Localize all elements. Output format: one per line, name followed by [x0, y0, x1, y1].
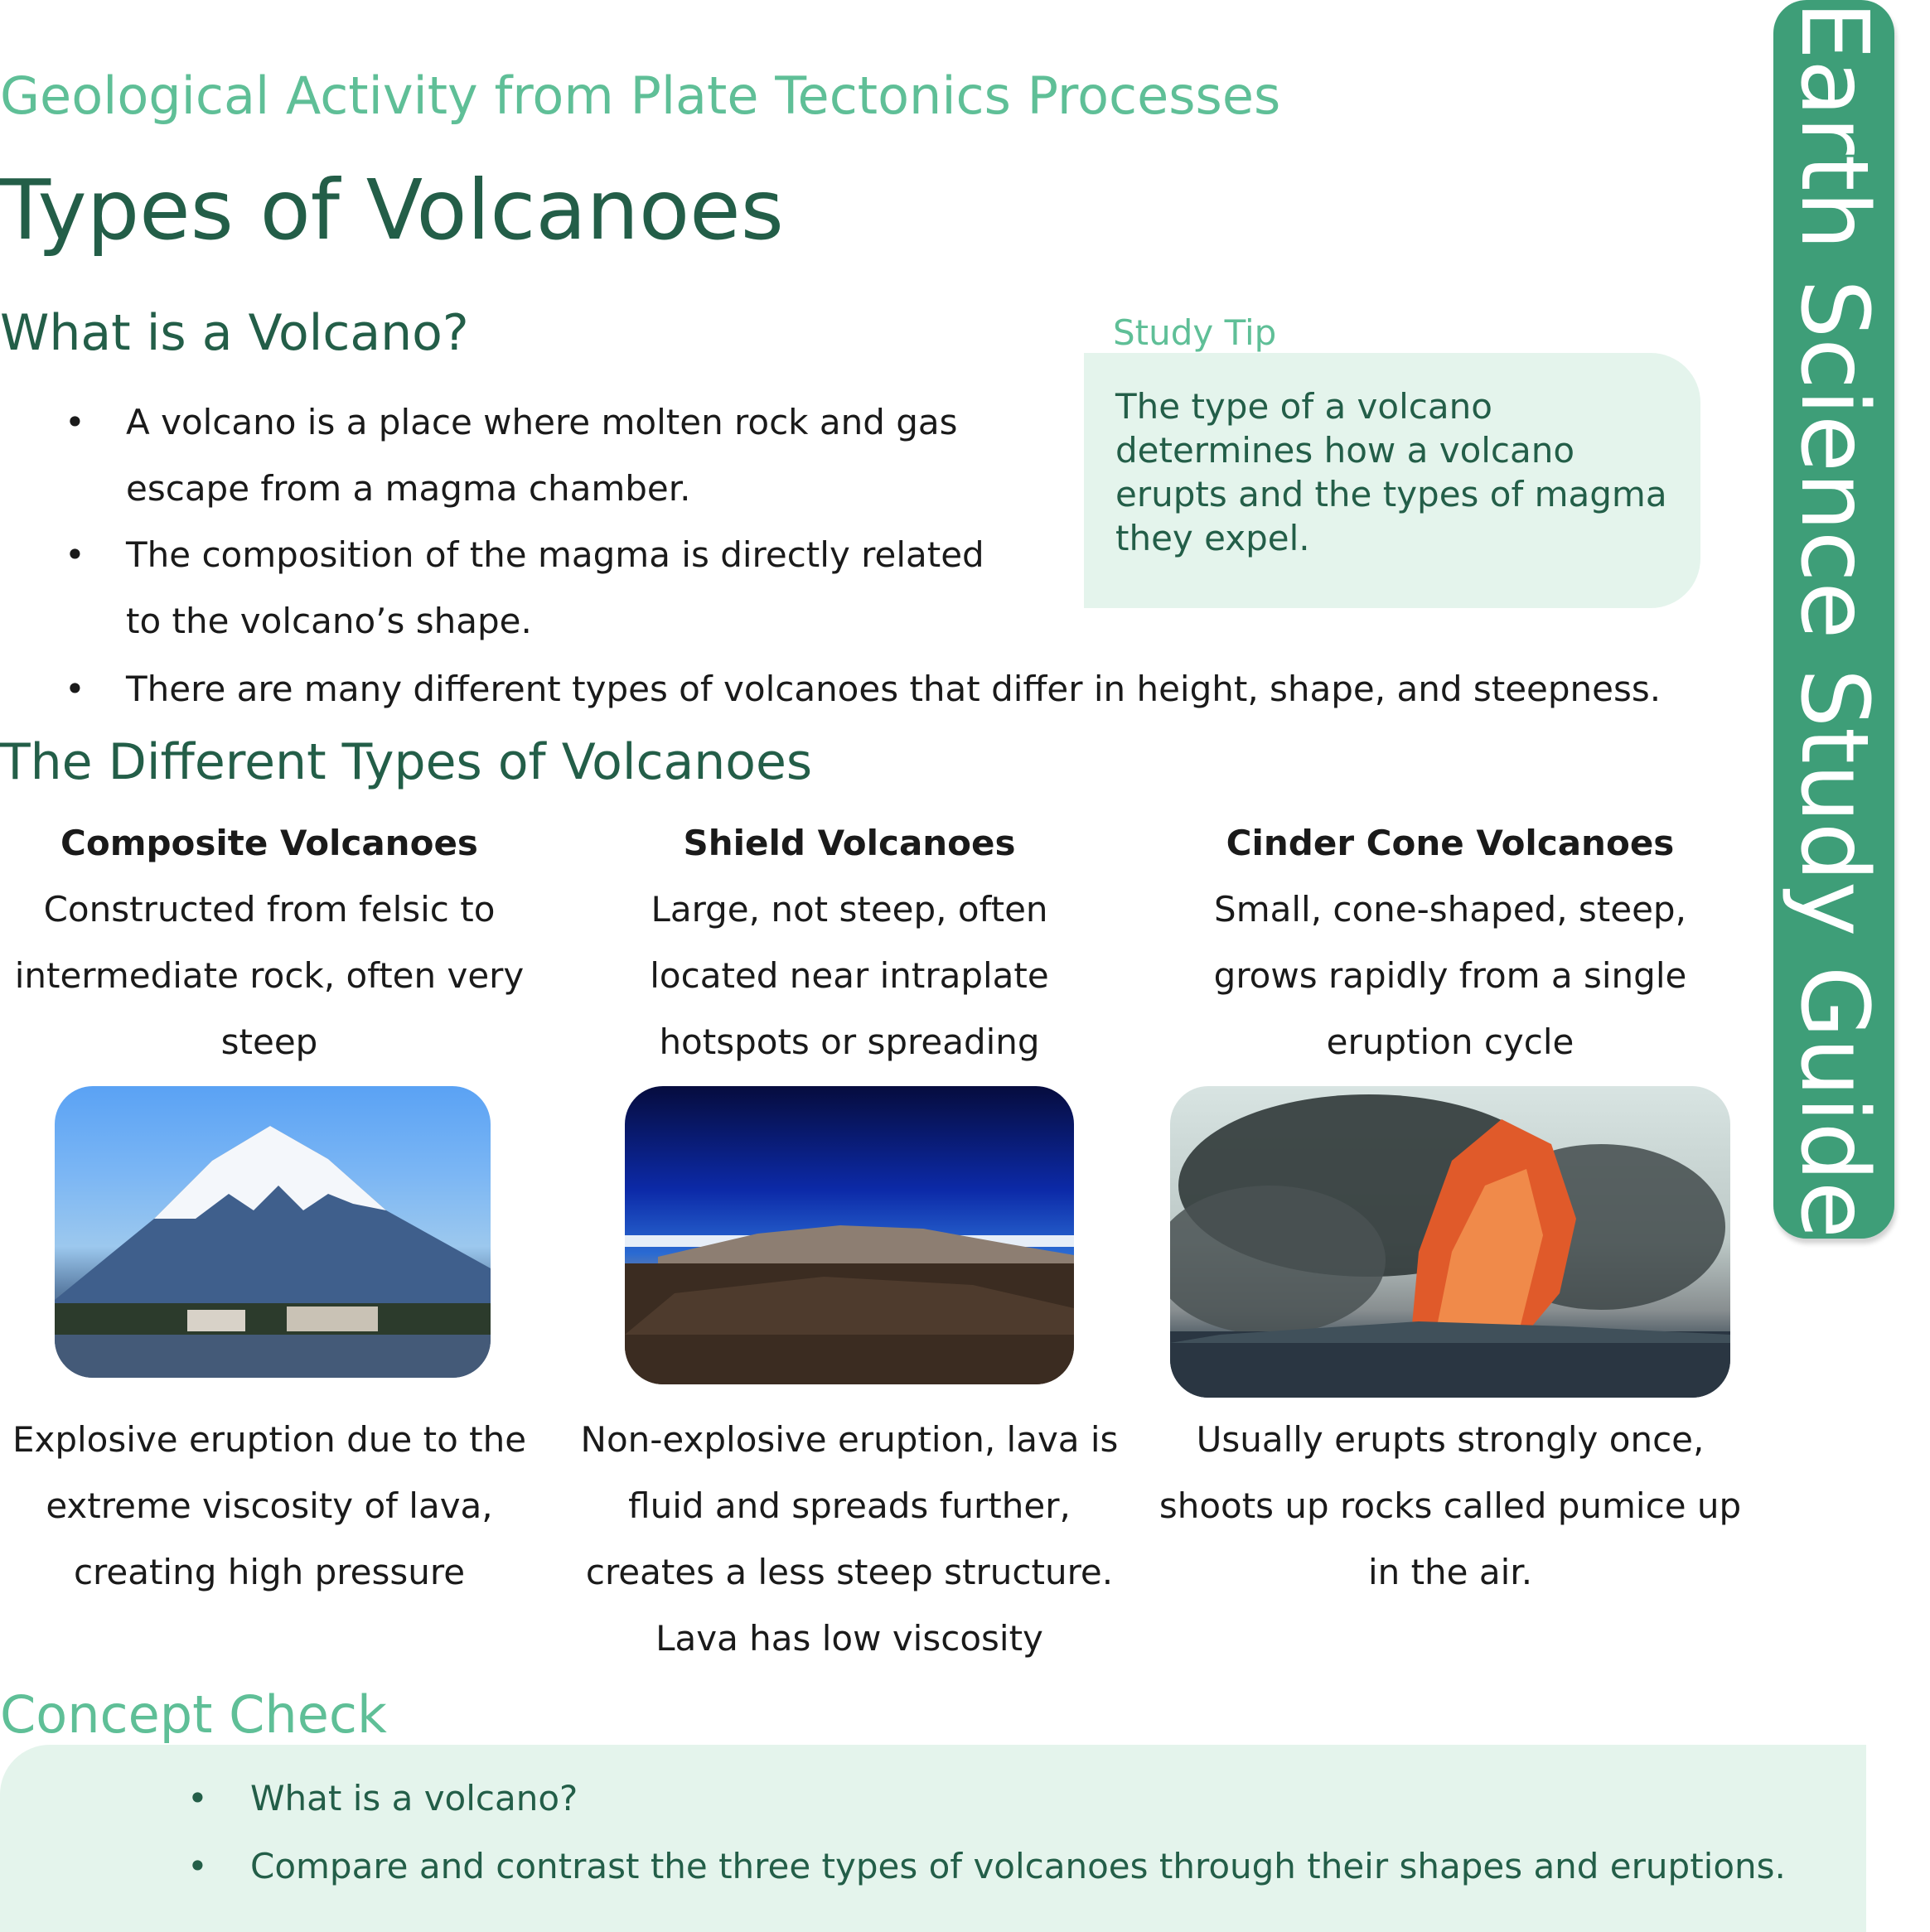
lava-eruption-icon: [1170, 1086, 1730, 1398]
study-tip-box: [1084, 353, 1700, 608]
cinder-column-top: [1152, 810, 1749, 1075]
study-tip-text: The type of a volcano determines how a volcano erupts and the types of magma they expel.: [1115, 386, 1667, 558]
shield-eruption: Non-explosive eruption, lava is fluid and spreads further, creates a less steep structure. Lava has low viscosity: [580, 1419, 1119, 1659]
shield-description: Large, not steep, often located near intraplate hotspots or spreading: [650, 889, 1049, 1062]
composite-description: Constructed from felsic to intermediate rock, often very steep: [14, 889, 525, 1062]
cinder-cone-photo: [1170, 1086, 1730, 1398]
cinder-eruption: Usually erupts strongly once, shoots up rocks called pumice up in the air.: [1158, 1419, 1742, 1592]
intro-bullet: • There are many different types of volcanoes that differ in height, shape, and steepness.: [65, 656, 1661, 722]
cinder-description: Small, cone-shaped, steep, grows rapidly from a single eruption cycle: [1213, 889, 1687, 1062]
study-tip-label: Study Tip: [1113, 312, 1277, 353]
shield-volcano-icon: [625, 1086, 1074, 1384]
concept-check-list: [187, 1765, 1786, 1901]
concept-question: • Compare and contrast the three types of volcanoes through their shapes and eruptions.: [187, 1833, 1786, 1901]
page-title: Types of Volcanoes: [0, 162, 784, 258]
types-heading: The Different Types of Volcanoes: [0, 733, 813, 791]
intro-bullet: • A volcano is a place where molten rock and gas escape from a magma chamber.: [65, 389, 1026, 522]
composite-eruption: Explosive eruption due to the extreme viscosity of lava, creating high pressure: [12, 1419, 527, 1592]
cinder-title: Cinder Cone Volcanoes: [1226, 823, 1675, 863]
intro-heading: What is a Volcano?: [0, 304, 469, 362]
composite-column-top: [0, 810, 539, 1075]
side-tab: [1773, 0, 1894, 1239]
concept-check-label: Concept Check: [0, 1684, 387, 1745]
side-tab-label: Earth Science Study Guide: [1780, 0, 1888, 1239]
intro-bullet: • The composition of the magma is directly related to the volcano’s shape.: [65, 522, 1026, 654]
concept-question: • What is a volcano?: [187, 1765, 1786, 1833]
page-subtitle: Geological Activity from Plate Tectonics Processes: [0, 65, 1281, 126]
shield-volcano-photo: [625, 1086, 1074, 1384]
composite-volcano-photo: [55, 1086, 491, 1378]
composite-title: Composite Volcanoes: [60, 823, 478, 863]
shield-title: Shield Volcanoes: [683, 823, 1016, 863]
snow-capped-mountain-icon: [55, 1086, 491, 1378]
